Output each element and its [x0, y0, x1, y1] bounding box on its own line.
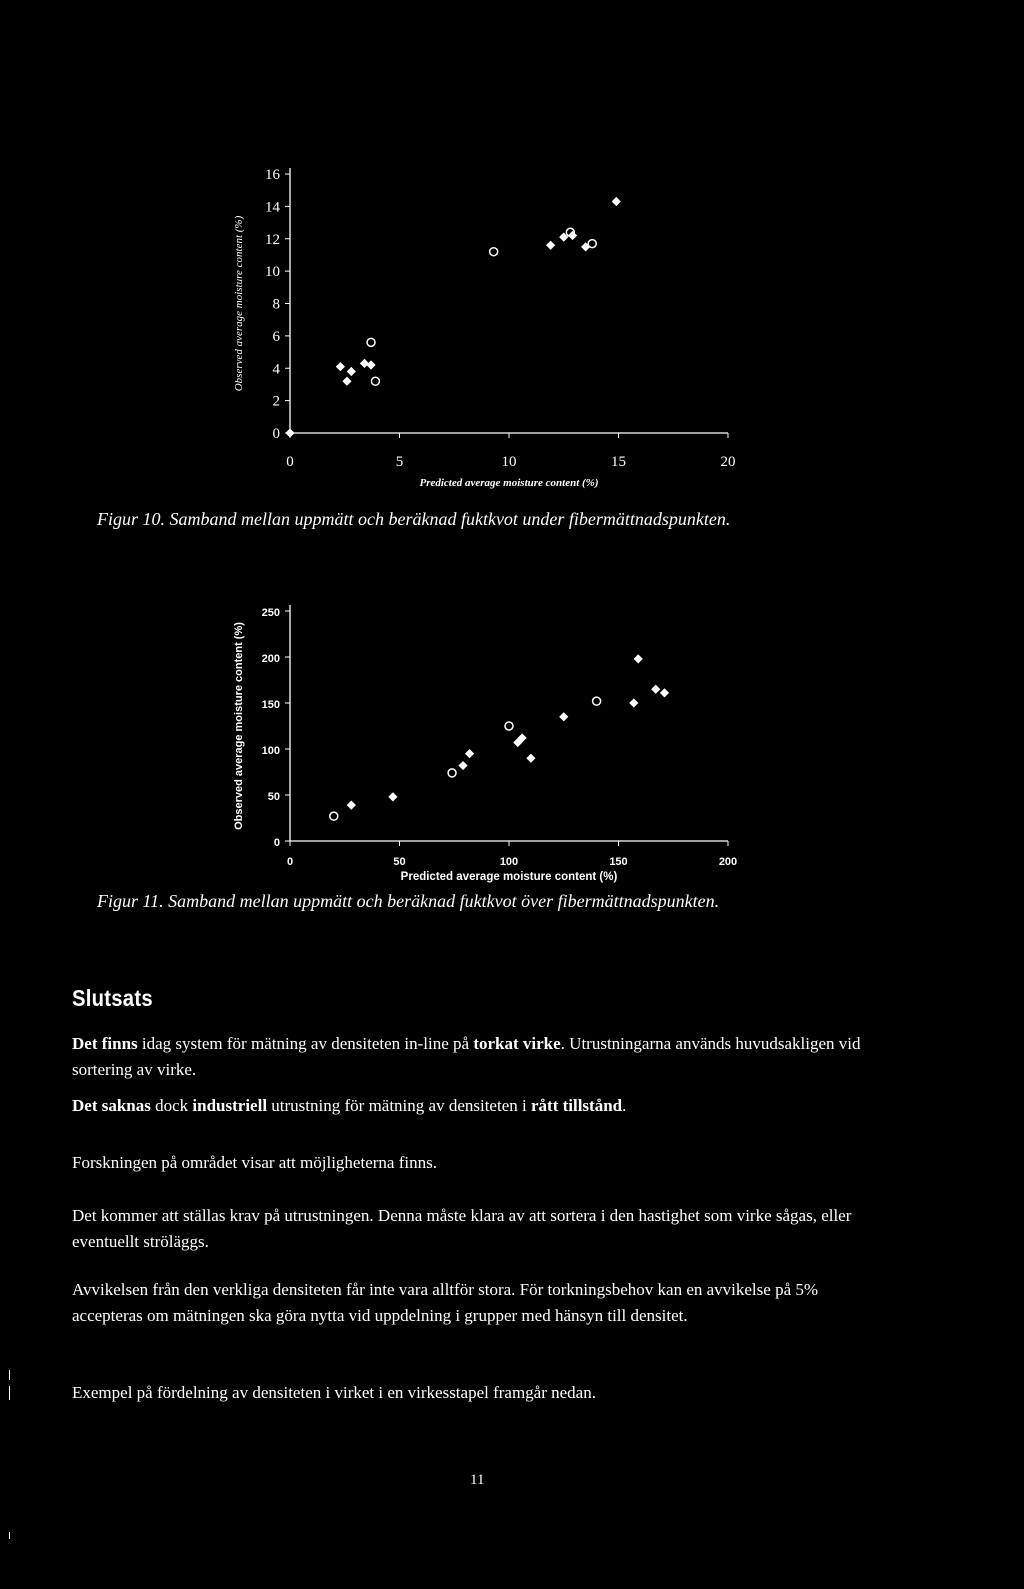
text-span: utrustning för mätning av densiteten i [267, 1096, 531, 1115]
data-point-circle [330, 812, 338, 820]
y-tick-label: 200 [261, 653, 280, 665]
x-tick-label: 0 [286, 454, 294, 470]
bold-text: industriell [192, 1096, 268, 1115]
data-point-diamond [559, 712, 568, 721]
data-point-diamond [360, 359, 369, 368]
figure-11-caption: Figur 11. Samband mellan uppmätt och beräknad fuktkvot över fibermättnadspunkten. [97, 891, 720, 911]
scan-mark [9, 1532, 10, 1539]
text-span: idag system för mätning av densiteten in-line på [137, 1034, 474, 1053]
figure-10-scatter-chart [0, 0, 1024, 500]
x-tick-label: 200 [718, 856, 738, 868]
paragraph-1 [72, 1031, 892, 1083]
data-point-circle [448, 769, 456, 777]
data-point-diamond [347, 801, 356, 810]
x-axis-label: Predicted average moisture content (%) [419, 477, 599, 489]
data-point-diamond [342, 377, 351, 386]
data-point-diamond [526, 754, 535, 763]
y-tick-label: 4 [272, 361, 280, 378]
section-heading: Slutsats [72, 985, 153, 1011]
data-point-diamond [465, 749, 474, 758]
data-point-diamond [634, 654, 643, 663]
data-point-diamond [388, 792, 397, 801]
y-tick-label: 2 [272, 393, 280, 410]
data-point-diamond [336, 362, 345, 371]
y-axis-label: Observed average moisture content (%) [233, 622, 245, 830]
data-point-diamond [612, 197, 621, 206]
x-tick-label: 0 [286, 856, 294, 868]
y-tick-label: 250 [261, 607, 280, 619]
y-tick-label: 0 [272, 426, 280, 442]
x-tick-label: 150 [609, 856, 628, 868]
x-tick-label: 10 [501, 454, 517, 470]
paragraph-5: Avvikelsen från den verkliga densiteten får inte vara alltför stora. För torkningsbehov kan en avvikelse på 5% accepteras om mätningen ska göra nytta vid uppdelning i grupper med hänsyn till densitet. [72, 1280, 819, 1325]
y-tick-label: 100 [261, 745, 280, 757]
x-tick-label: 5 [395, 454, 404, 470]
paragraph-3: Forskningen på området visar att möjligheterna finns. [72, 1153, 437, 1172]
bold-text: rått tillstånd [530, 1096, 623, 1115]
data-point-diamond [458, 761, 467, 770]
x-axis-label: Predicted average moisture content (%) [400, 871, 618, 883]
y-tick-label: 12 [265, 231, 280, 248]
y-tick-label: 10 [265, 264, 280, 281]
data-point-circle [593, 697, 601, 705]
y-tick-label: 8 [272, 296, 280, 313]
y-tick-label: 0 [273, 837, 280, 849]
x-tick-label: 15 [611, 454, 626, 470]
page-number: 11 [470, 1472, 485, 1488]
data-point-circle [371, 377, 379, 385]
data-point-diamond [366, 360, 375, 369]
bold-text: Det finns [72, 1034, 138, 1053]
data-point-circle [367, 338, 375, 346]
y-tick-label: 16 [265, 167, 280, 183]
scan-mark [9, 1386, 10, 1400]
x-tick-label: 100 [499, 856, 519, 868]
data-point-diamond [660, 688, 669, 697]
y-tick-label: 50 [267, 791, 280, 803]
paragraph-6: Exempel på fördelning av densiteten i virket i en virkesstapel framgår nedan. [72, 1383, 596, 1402]
text-span: dock [150, 1096, 193, 1115]
paragraph-2 [72, 1093, 892, 1119]
data-point-circle [490, 248, 498, 256]
bold-text: torkat virke [473, 1034, 561, 1053]
y-tick-label: 150 [261, 699, 280, 711]
scan-mark [9, 1370, 10, 1380]
data-point-diamond [546, 241, 555, 250]
data-point-diamond [347, 367, 356, 376]
paragraph-4: Det kommer att ställas krav på utrustningen. Denna måste klara av att sortera i den hastighet som virke sågas, eller eventuellt ströläggs. [72, 1206, 852, 1251]
bold-text: Det saknas [72, 1096, 151, 1115]
data-point-circle [588, 240, 596, 248]
data-point-diamond [629, 698, 638, 707]
data-point-circle [505, 722, 513, 730]
text-span: . Utrustningarna används huvudsakligen vid sortering av virke. [72, 1034, 861, 1079]
text-span: . [622, 1096, 627, 1115]
y-tick-label: 14 [265, 199, 280, 216]
x-tick-label: 50 [393, 856, 406, 868]
figure-11-scatter-chart [0, 590, 1024, 883]
data-point-diamond [651, 685, 660, 694]
x-tick-label: 20 [720, 454, 736, 470]
y-tick-label: 6 [272, 328, 280, 345]
figure-10-caption: Figur 10. Samband mellan uppmätt och beräknad fuktkvot under fibermättnadspunkten. [97, 509, 731, 529]
data-point-diamond [285, 428, 294, 437]
y-axis-label: Observed average moisture content (%) [233, 215, 245, 392]
